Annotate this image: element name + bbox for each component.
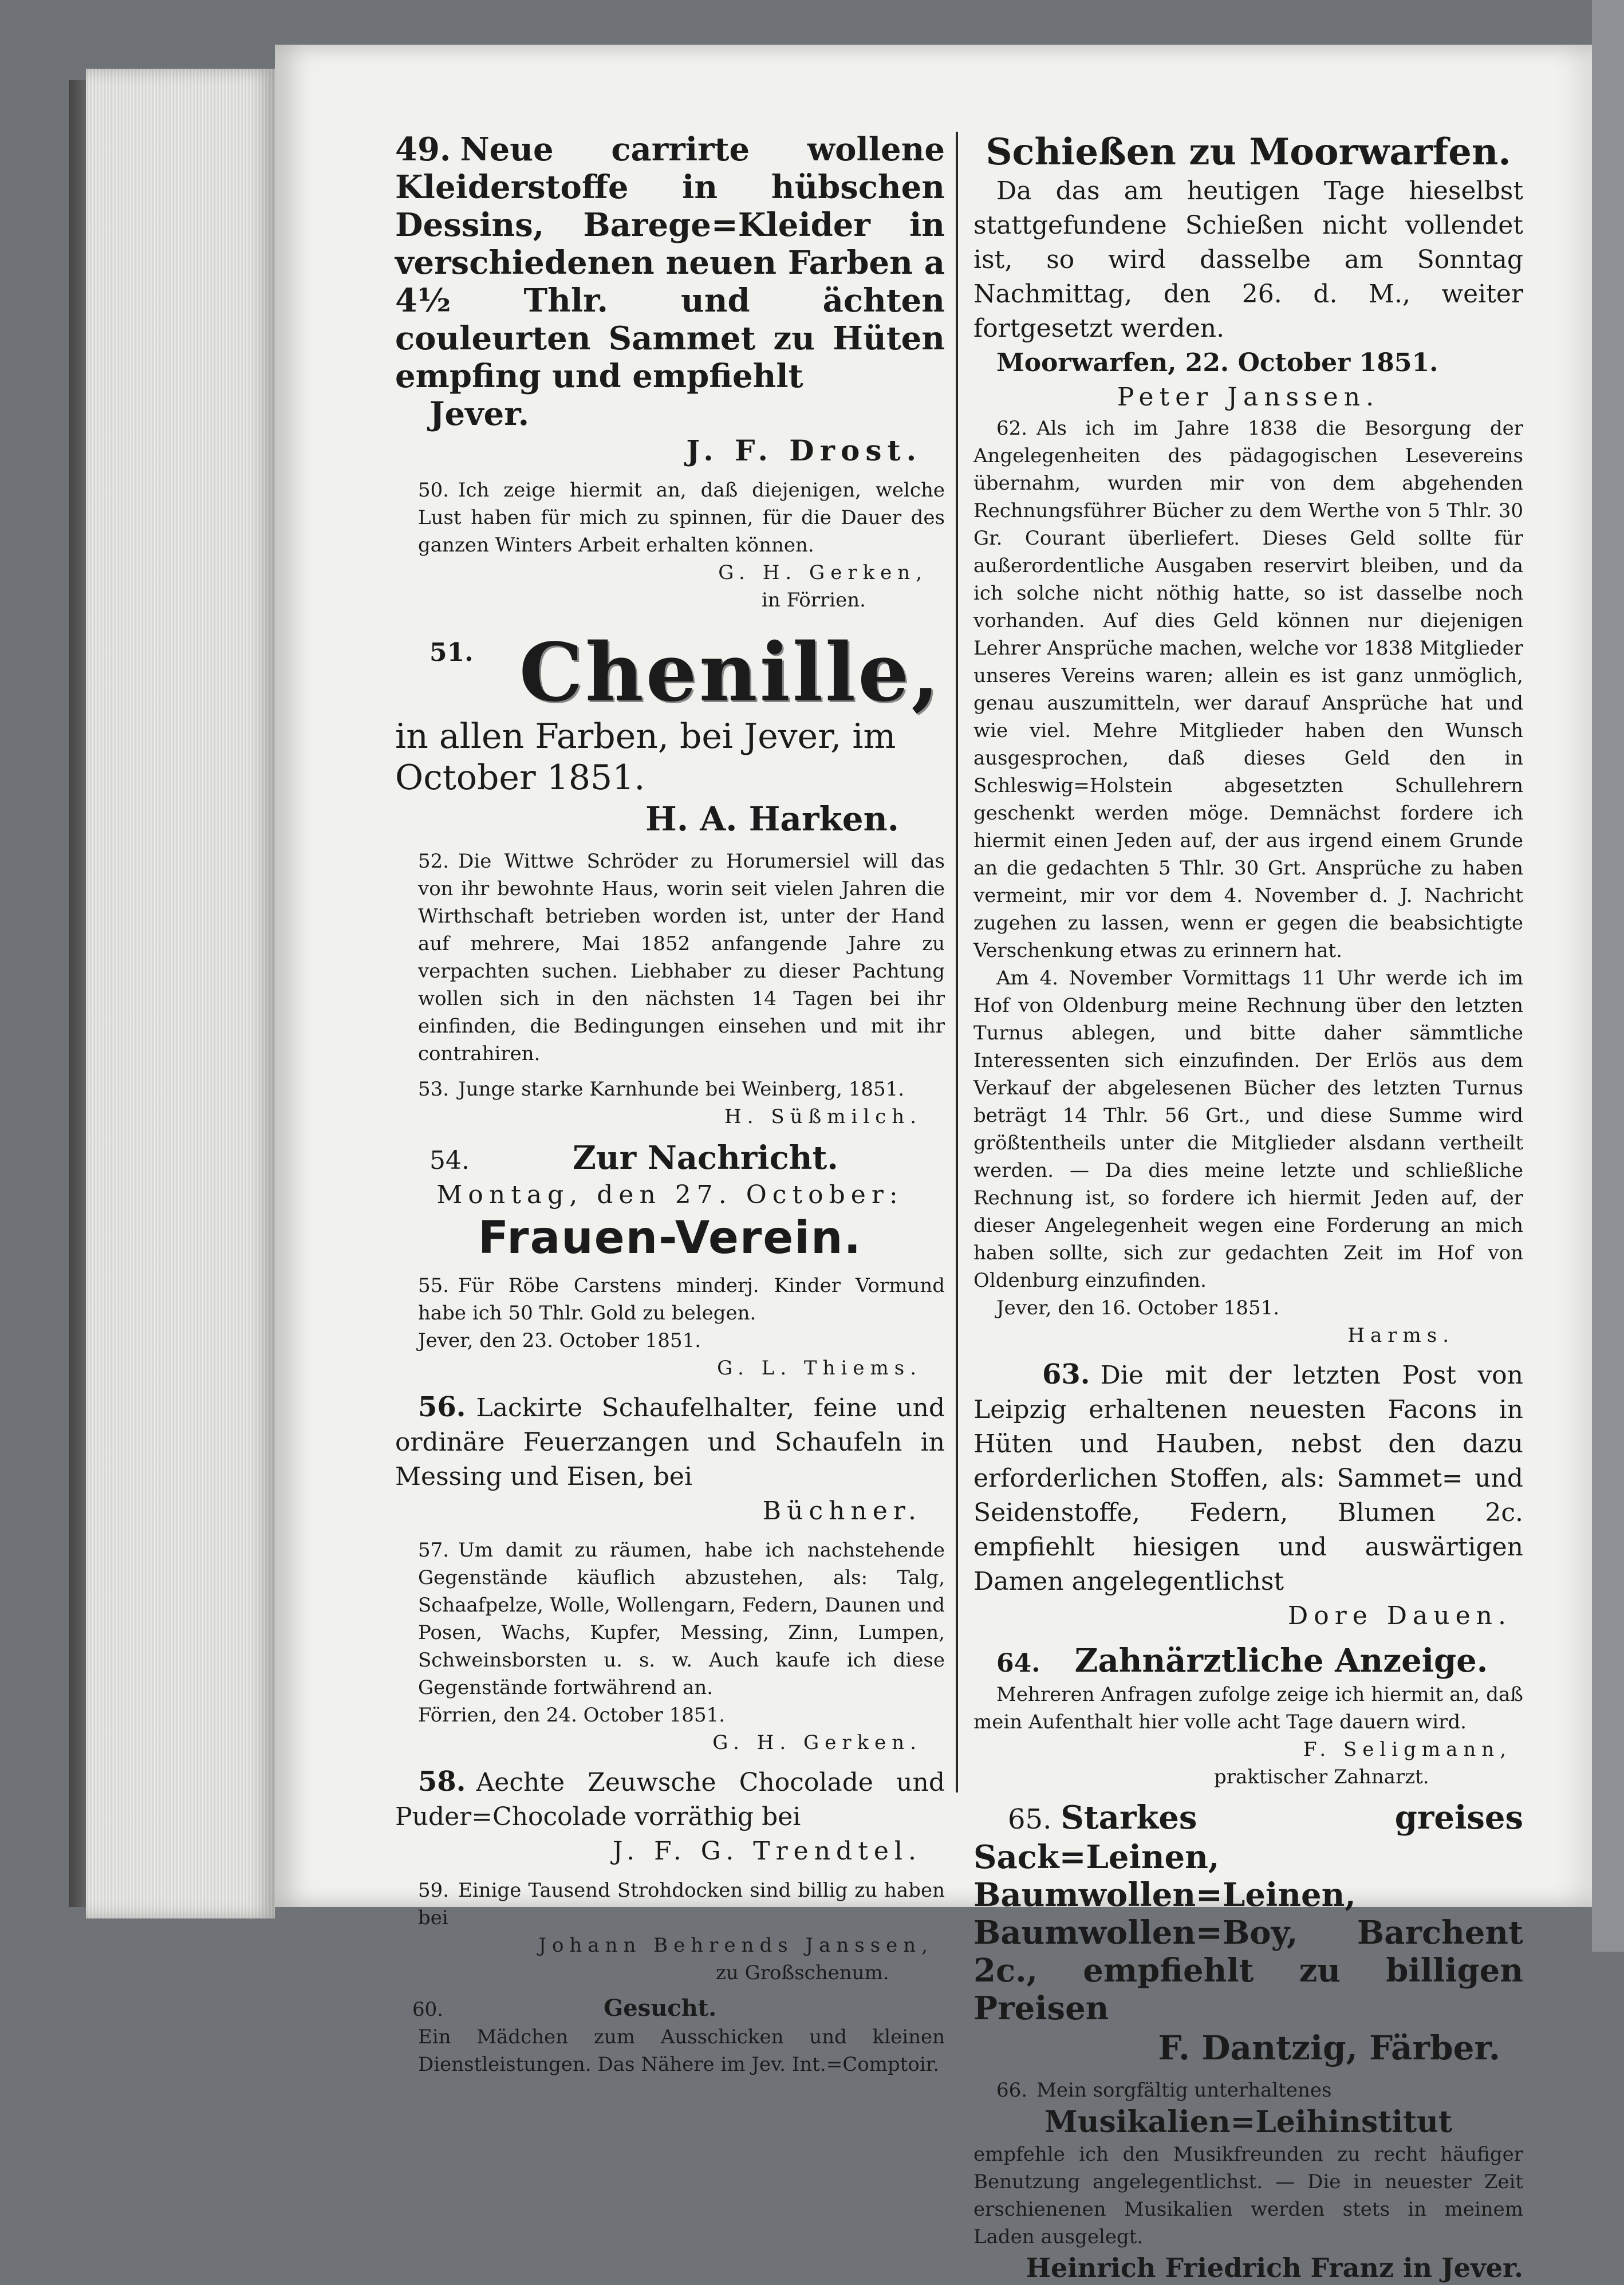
ad-signature: G. L. Thiems.: [717, 1357, 922, 1380]
ad-text: in allen Farben, bei Jever, im October 1851.: [395, 716, 896, 798]
ad-place-date: Moorwarfen, 22. October 1851.: [996, 348, 1438, 377]
ad-signature: Harms.: [1347, 1324, 1454, 1347]
ad-number: 60.: [412, 1998, 444, 2021]
ad-text: Die Wittwe Schröder zu Horumersiel will das von ihr bewohnte Haus, worin seit vielen Jahren die Wirthschaft betrieben worden ist, unter der Hand auf mehrere, Mai 1852 anfangende Jahre zu verpachten suchen. Liebhaber zu dieser Pachtung wollen sich in den nächsten 14 Tagen bei ihr einfinden, die Bedingungen einsehen und mit ihr contrahiren.: [418, 850, 945, 1065]
ad-signature: J. F. Drost.: [686, 434, 922, 467]
ad-number: 57.: [418, 1539, 450, 1562]
ad-signature-place: zu Großschenum.: [716, 1961, 889, 1984]
ad-text: Neue carrirte wollene Kleiderstoffe in hübschen Dessins, Barege=Kleider in verschiedenen neuen Farben a 4½ Thlr. und ächten couleurten Sammet zu Hüten empfing und empfiehlt: [395, 131, 945, 395]
ad-signature: Peter Janssen.: [1117, 383, 1380, 412]
ad-number: 50.: [418, 479, 450, 502]
ad-place-date: Jever, den 16. October 1851.: [996, 1297, 1280, 1319]
ad-49: [395, 131, 945, 468]
ad-59: [395, 1877, 945, 1987]
ad-place-date: Jever, den 23. October 1851.: [418, 1329, 701, 1352]
ad-text: Junge starke Karnhunde bei Weinberg, 1851.: [458, 1078, 905, 1101]
ad-text: Als ich im Jahre 1838 die Besorgung der Angelegenheiten des pädagogischen Lesevereins übernahm, wurden mir von dem abgehenden Rechnungsführer Bücher zu dem Werthe von 5 Thlr. 30 Gr. Courant überliefert. Dieses Geld sollte für außerordentliche Ausgaben reservirt bleiben, und da ich solche nicht nöthig hatte, so ist dasselbe noch vorhanden. Auf dies Geld können nur diejenigen Lehrer Ansprüche machen, welche vor 1838 Mitglieder unseres Vereins waren; allein es ist ganz unmöglich, genau auszumitteln, wer darauf Ansprüche hat und wie viel. Mehre Mitglieder haben den Wunsch ausgesprochen, daß dieses Geld den in Schleswig=Holstein abgesetzten Schullehrern geschenkt werden möge. Demnächst fordere ich hiermit einen Jeden auf, der aus irgend einem Grunde an die gedachten 5 Thlr. 30 Grt. Ansprüche zu haben vermeint, mir vor dem 4. November d. J. Nachricht zugehen zu lassen, wenn er gegen die beabsichtigte Verschenkung etwas zu erinnern hat.: [973, 417, 1523, 962]
ad-text: Mehreren Anfragen zufolge zeige ich hiermit an, daß mein Aufenthalt hier volle acht Tage dauern wird.: [973, 1683, 1523, 1734]
ad-58: [395, 1764, 945, 1869]
ad-headline: Chenille,: [519, 626, 941, 720]
ad-64: [973, 1641, 1523, 1791]
ad-number: 51.: [429, 638, 474, 667]
ad-number: 53.: [418, 1078, 450, 1101]
scan-margin: [1592, 0, 1624, 1952]
ad-text: Einige Tausend Strohdocken sind billig zu haben bei: [418, 1879, 945, 1929]
ad-intro: Mein sorgfältig unterhaltenes: [1036, 2079, 1332, 2102]
ad-headline: Schießen zu Moorwarfen.: [986, 131, 1511, 174]
ad-text: Ich zeige hiermit an, daß diejenigen, welche Lust haben für mich zu spinnen, für die Dauer des ganzen Winters Arbeit erhalten können.: [418, 479, 945, 557]
ad-65: [973, 1799, 1523, 2069]
ad-text: Lackirte Schaufelhalter, feine und ordinäre Feuerzangen und Schaufeln in Messing und Eisen, bei: [395, 1393, 945, 1491]
ad-signature: G. H. Gerken.: [712, 1731, 922, 1754]
ad-signature: Dore Dauen.: [1287, 1601, 1512, 1630]
ad-headline: Musikalien=Leihinstitut: [1044, 2105, 1452, 2140]
ad-57: [395, 1537, 945, 1756]
ad-number: 58.: [418, 1766, 466, 1798]
column-divider: [956, 132, 958, 1792]
ad-headline: Zahnärztliche Anzeige.: [1074, 1642, 1488, 1680]
ad-50: [395, 476, 945, 614]
ad-number: 49.: [395, 131, 451, 168]
ad-signature: G. H. Gerken,: [718, 561, 928, 584]
ad-text: empfehle ich den Musikfreunden zu recht häufiger Benutzung angelegentlichst. — Die in neuester Zeit erschienenen Musikalien werden stets in meinem Laden ausgelegt.: [973, 2143, 1523, 2248]
ad-66: [973, 2077, 1523, 2285]
ad-text: Um damit zu räumen, habe ich nachstehende Gegenstände käuflich abzustehen, als: Talg, Schaafpelze, Wolle, Wollengarn, Federn, Daunen und Posen, Wachs, Kupfer, Messing, Zinn, Lumpen, Schweinsborsten u. s. w. Auch kaufe ich diese Gegenstände fortwährend an.: [418, 1539, 945, 1699]
right-column: [973, 131, 1523, 2285]
ad-signature-place: in Förrien.: [762, 589, 866, 612]
ad-61: [973, 131, 1523, 415]
ad-62: [973, 415, 1523, 1349]
ad-53: [395, 1075, 945, 1130]
ad-signature: Heinrich Friedrich Franz in Jever.: [1026, 2252, 1523, 2283]
ad-date-line: Montag, den 27. October:: [436, 1180, 904, 1210]
ad-number: 52.: [418, 850, 450, 873]
ad-number: 64.: [996, 1649, 1040, 1678]
ad-signature: Büchner.: [762, 1496, 922, 1526]
ad-signature: F. Dantzig, Färber.: [1158, 2028, 1500, 2067]
ad-text: Aechte Zeuwsche Chocolade und Puder=Chocolade vorräthig bei: [395, 1768, 945, 1831]
ad-place-date: Förrien, den 24. October 1851.: [418, 1704, 726, 1727]
ad-signature-title: praktischer Zahnarzt.: [1214, 1766, 1429, 1788]
ad-56: [395, 1390, 945, 1528]
ad-text: Ein Mädchen zum Ausschicken und kleinen Dienstleistungen. Das Nähere im Jev. Int.=Comptoir.: [418, 2026, 945, 2076]
ad-place: Jever.: [429, 395, 530, 433]
ad-63: [973, 1357, 1523, 1633]
ad-60: [395, 1995, 945, 2078]
ad-number: 66.: [996, 2079, 1028, 2102]
ad-number: 55.: [418, 1274, 450, 1297]
ad-signature: Johann Behrends Janssen,: [538, 1934, 933, 1957]
ad-55: [395, 1272, 945, 1382]
ad-number: 59.: [418, 1879, 450, 1902]
page-edges: [86, 69, 275, 1918]
ad-headline: Gesucht.: [604, 1995, 717, 2022]
ad-text: Die mit der letzten Post von Leipzig erhaltenen neuesten Facons in Hüten und Hauben, nebst den dazu erforderlichen Stoffen, als: Sammet= und Seidenstoffe, Federn, Blumen 2c. empfiehlt hiesigen und auswärtigen Damen angelegentlichst: [973, 1361, 1523, 1596]
ad-number: 54.: [429, 1146, 470, 1175]
ad-text: Starkes greises Sack=Leinen, Baumwollen=Leinen, Baumwollen=Boy, Barchent 2c., empfiehlt zu billigen Preisen: [973, 1799, 1523, 2027]
ad-event: Frauen-Verein.: [478, 1212, 862, 1264]
ad-number: 56.: [418, 1391, 466, 1423]
ad-54: [395, 1138, 945, 1264]
ad-text-2: Am 4. November Vormittags 11 Uhr werde ich im Hof von Oldenburg meine Rechnung über den letzten Turnus ablegen, und bitte daher sämmtliche Interessenten sich einzufinden. Der Erlös aus dem Verkauf der abgelesenen Bücher des letzten Turnus beträgt 14 Thlr. 56 Grt., und diese Summe wird größtentheils unter die Mitglieder alsdann vertheilt werden. — Da dies meine letzte und schließliche Rechnung ist, so fordere ich hiermit Jeden auf, der dieser Angelegenheit wegen eine Forderung an mich haben sollte, sich zur gedachten Zeit im Hof von Oldenburg einzufinden.: [973, 967, 1523, 1292]
ad-text: Für Röbe Carstens minderj. Kinder Vormund habe ich 50 Thlr. Gold zu belegen.: [418, 1274, 945, 1325]
ad-signature: J. F. G. Trendtel.: [612, 1837, 922, 1866]
ad-number: 65.: [1008, 1803, 1052, 1835]
ad-signature: H. A. Harken.: [645, 799, 899, 838]
ad-51: [395, 626, 945, 840]
ad-signature: F. Seligmann,: [1303, 1738, 1512, 1761]
ad-52: [395, 848, 945, 1067]
left-column: [395, 131, 945, 2078]
ad-number: 62.: [996, 417, 1028, 440]
ad-number: 63.: [1042, 1358, 1090, 1390]
ad-signature: H. Süßmilch.: [724, 1105, 922, 1128]
ad-text: Da das am heutigen Tage hieselbst stattgefundene Schießen nicht vollendet ist, so wird dasselbe am Sonntag Nachmittag, den 26. d. M., weiter fortgesetzt werden.: [973, 176, 1523, 343]
ad-headline: Zur Nachricht.: [572, 1139, 838, 1177]
